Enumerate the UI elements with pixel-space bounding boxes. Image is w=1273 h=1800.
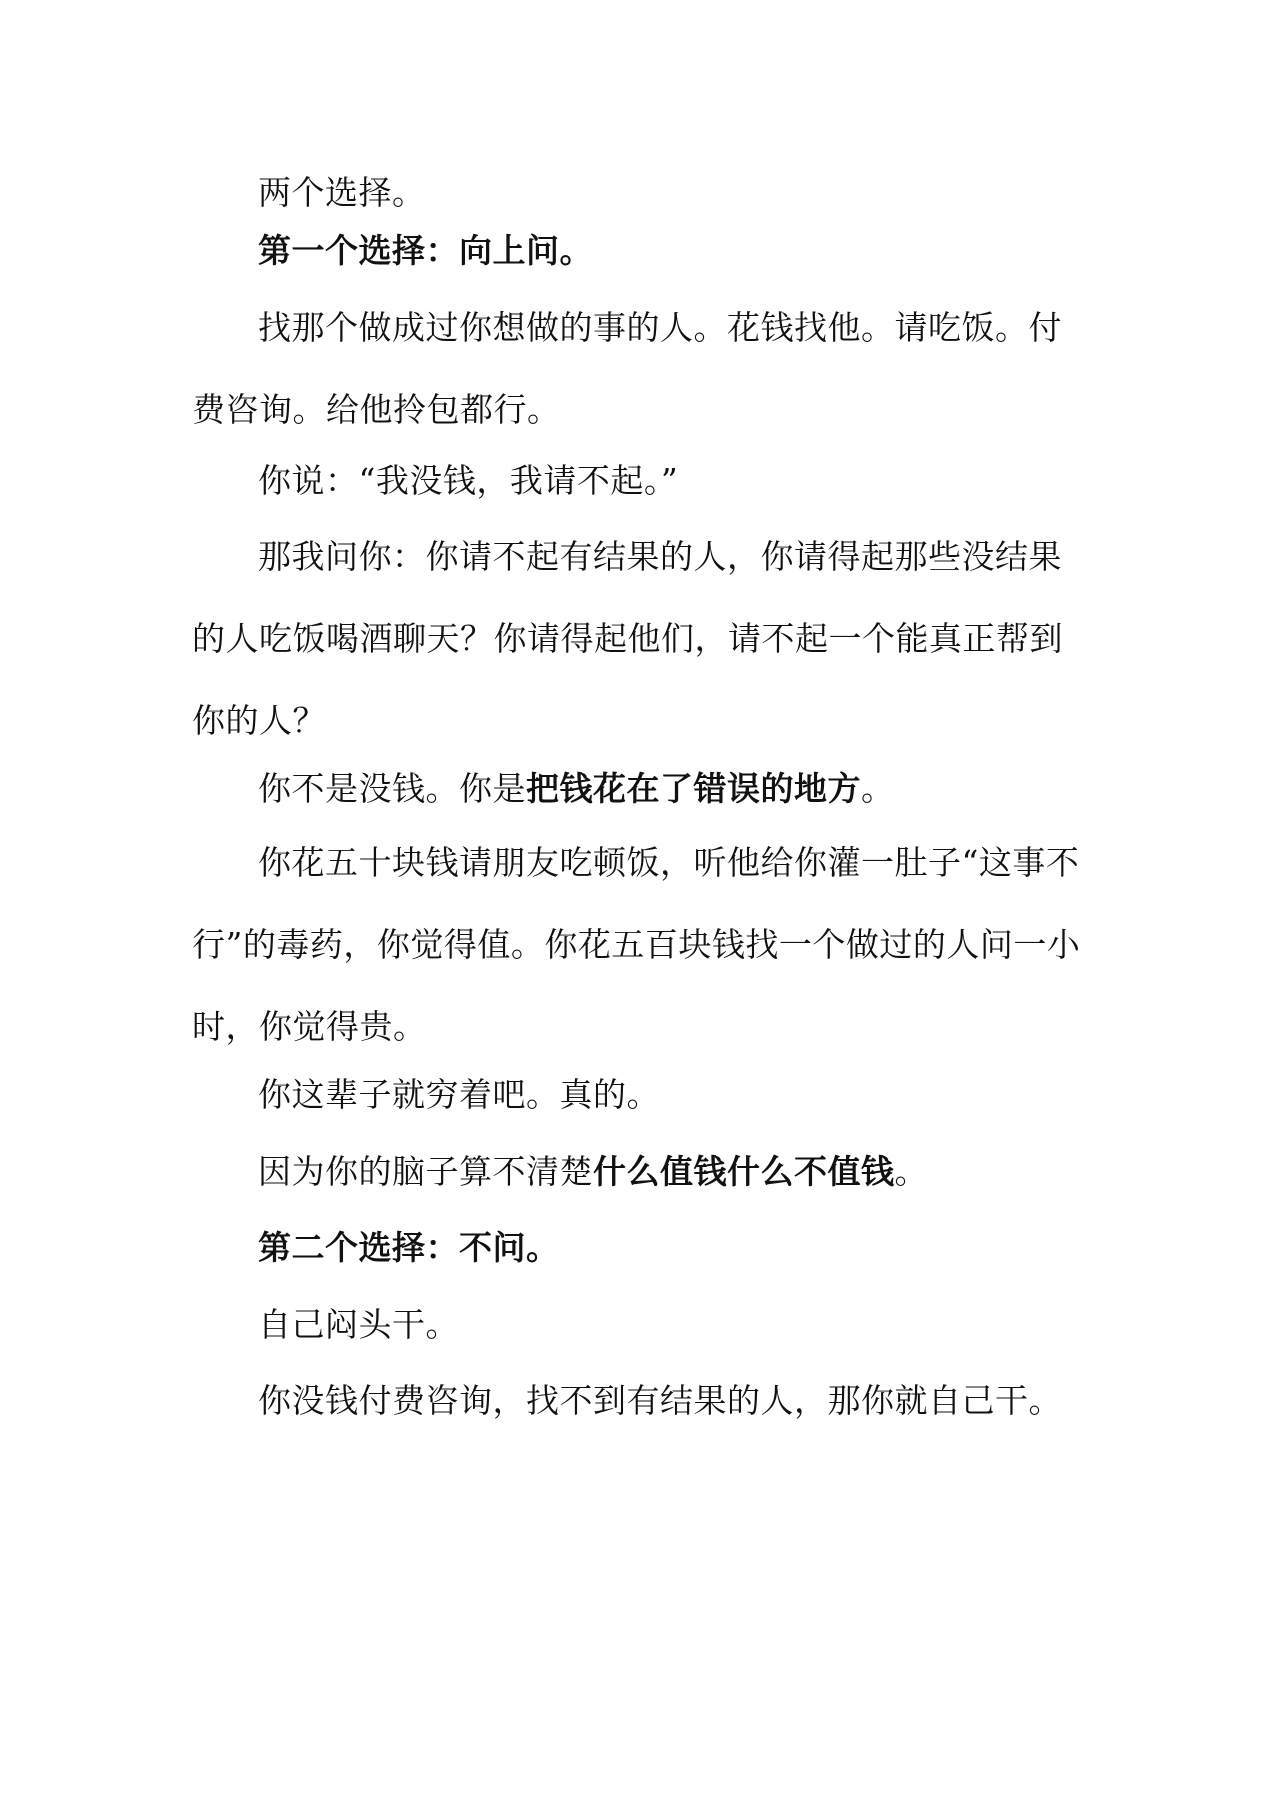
emphasis-valuable: 什么值钱什么不值钱	[593, 1152, 895, 1191]
paragraph-fifty-vs-five-hundred: 你花五十块钱请朋友吃顿饭，听他给你灌一肚子“这事不行”的毒药，你觉得值。你花五百块钱找一个做过的人问一小时，你觉得贵。	[192, 843, 1081, 1046]
paragraph-money-wrong-place-end: 。	[861, 769, 895, 808]
paragraph-stay-poor: 你这辈子就穷着吧。真的。	[258, 1075, 660, 1114]
paragraph-find-successful-person: 找那个做成过你想做的事的人。花钱找他。请吃饭。付费咨询。给他拎包都行。	[192, 308, 1062, 429]
paragraph-no-consulting: 你没钱付费咨询，找不到有结果的人，那你就自己干。	[258, 1381, 1062, 1420]
paragraph-no-money-quote: 你说：“我没钱，我请不起。”	[258, 461, 679, 500]
heading-first-choice: 第一个选择：向上问。	[258, 231, 593, 270]
paragraph-what-is-valuable	[192, 1131, 1082, 1213]
paragraph-ask-you: 那我问你：你请不起有结果的人，你请得起那些没结果的人吃饭喝酒聊天？你请得起他们，请不起一个能真正帮到你的人？	[192, 537, 1063, 740]
paragraph-do-it-yourself: 自己闷头干。	[258, 1305, 459, 1344]
paragraph-money-wrong-place-lead: 你不是没钱。你是	[258, 769, 526, 808]
paragraph-what-is-valuable-lead: 因为你的脑子算不清楚	[258, 1152, 593, 1191]
heading-second-choice: 第二个选择：不问。	[258, 1228, 560, 1267]
paragraph-what-is-valuable-end: 。	[894, 1152, 928, 1191]
emphasis-wrong-place: 把钱花在了错误的地方	[526, 769, 861, 808]
paragraph-two-choices: 两个选择。	[258, 173, 426, 212]
paragraph-money-wrong-place	[192, 748, 1082, 830]
